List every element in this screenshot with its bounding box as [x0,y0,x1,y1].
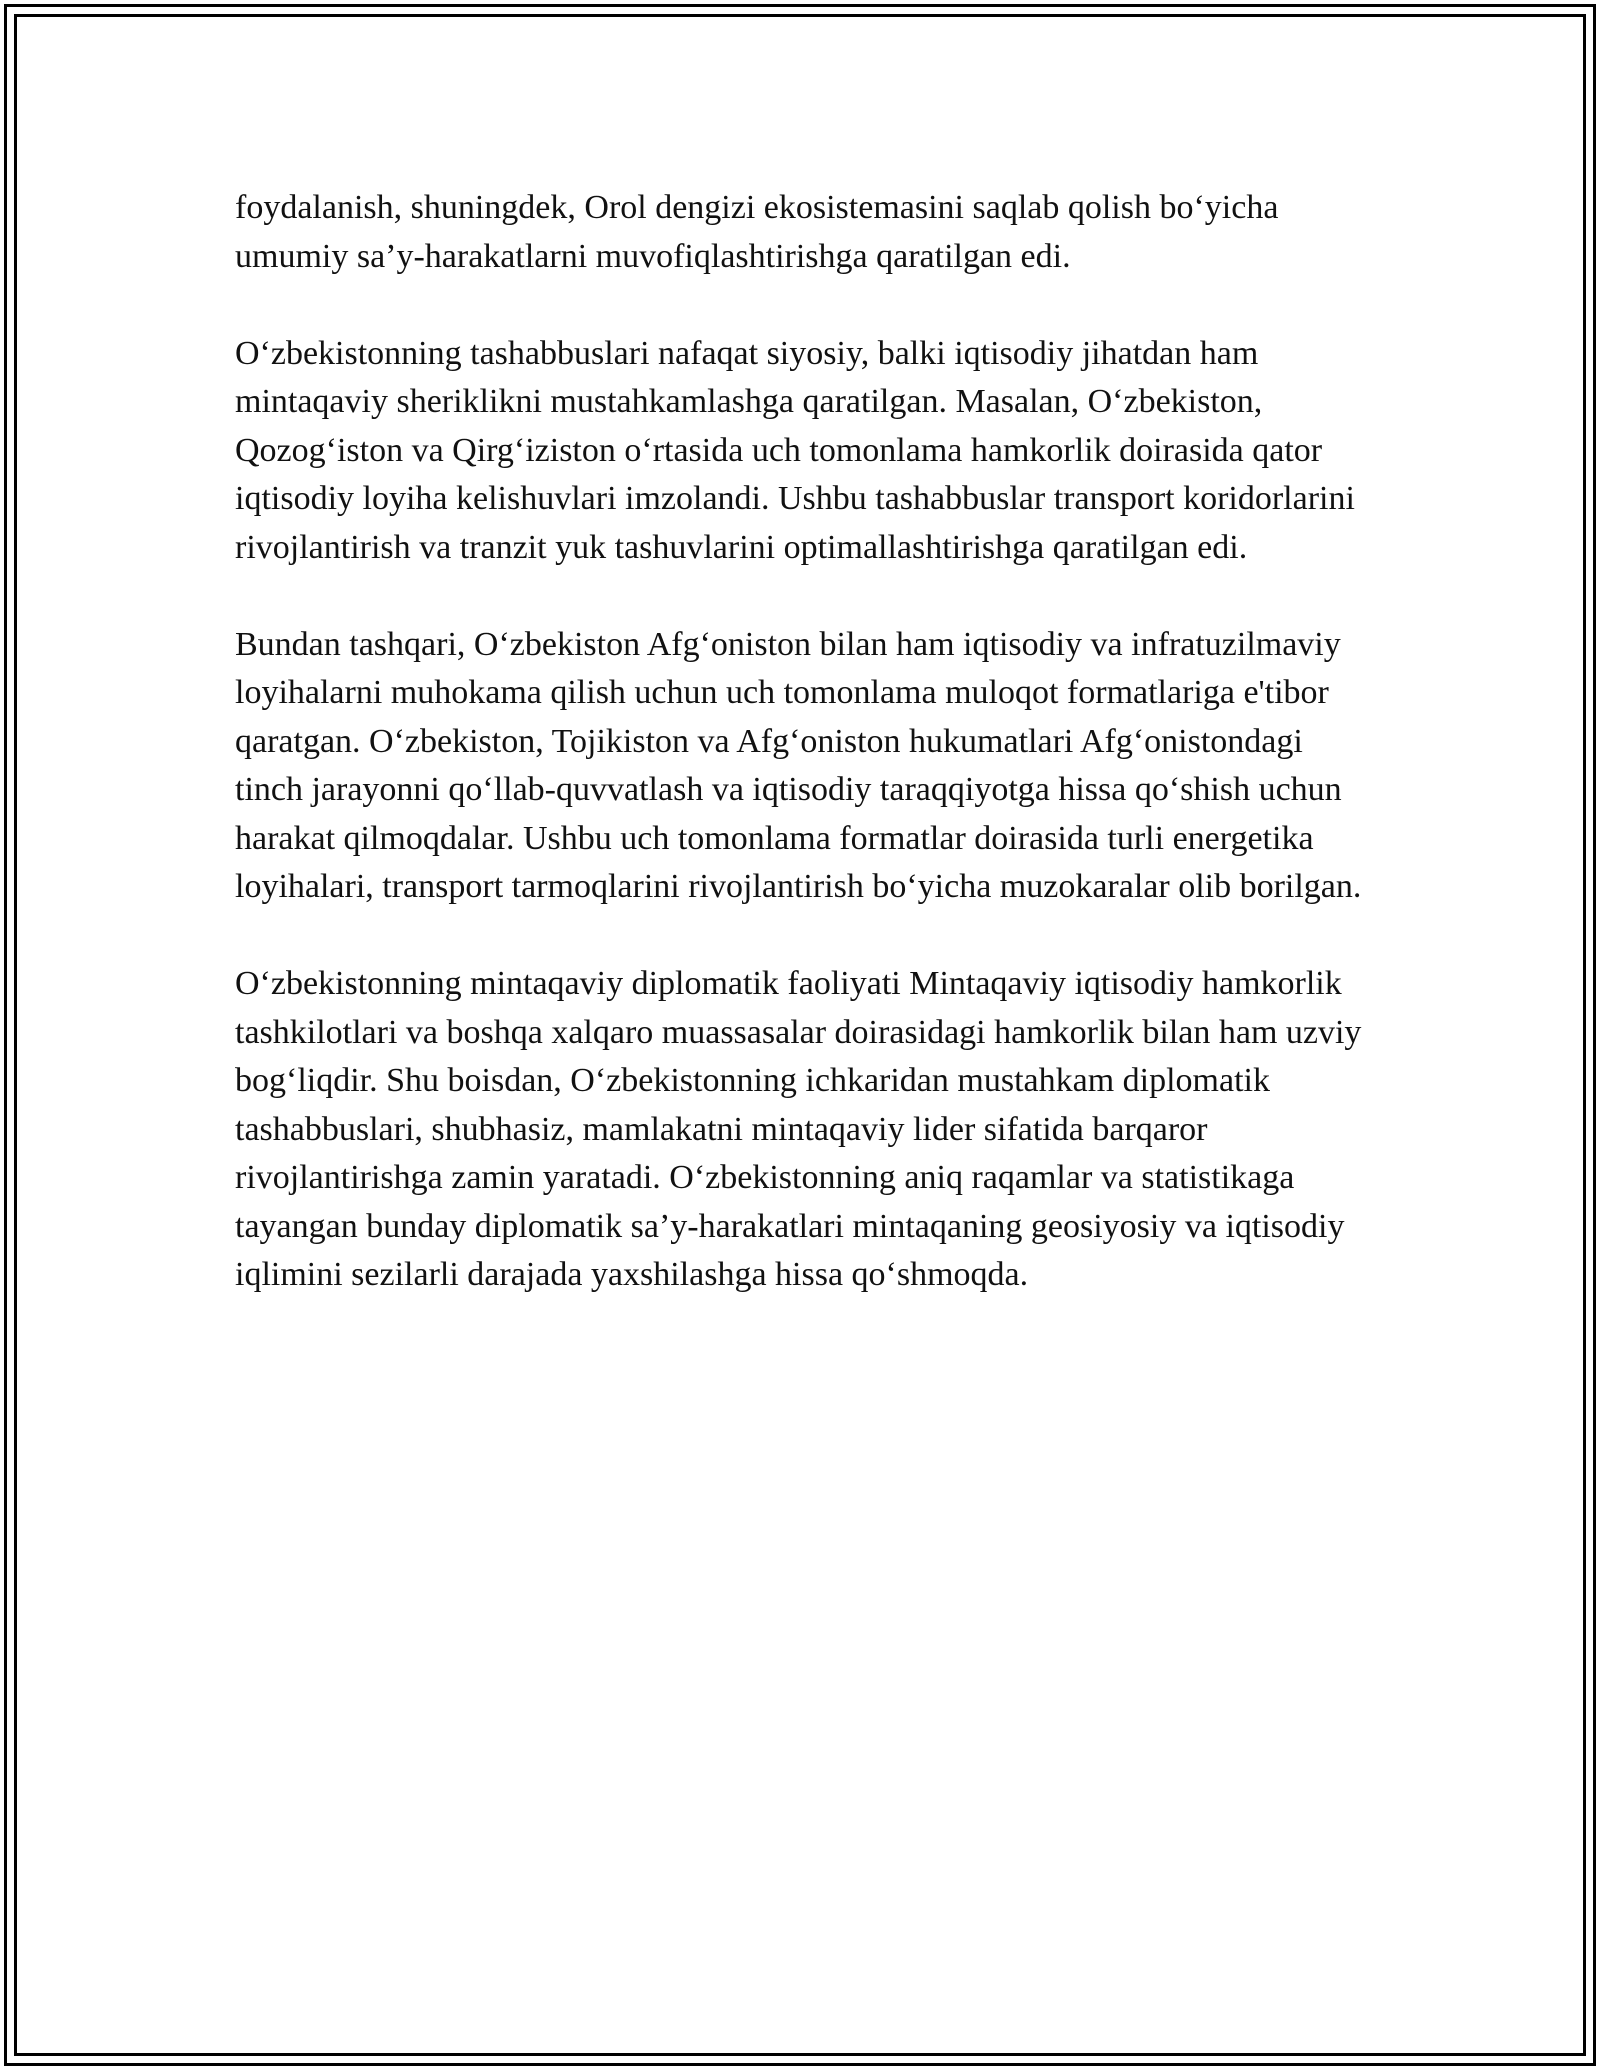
paragraph-2: O‘zbekistonning tashabbuslari nafaqat siyosiy, balki iqtisodiy jihatdan ham mintaqaviy sheriklikni mustahkamlashga qaratilgan. Masalan, O‘zbekiston, Qozog‘iston va Qirg‘iziston o‘rtasida uch tomonlama hamkorlik doirasida qator iqtisodiy loyiha kelishuvlari imzolandi. Ushbu tashabbuslar transport koridorlarini rivojlantirish va tranzit yuk tashuvlarini optimallashtirishga qaratilgan edi. [235,334,1355,566]
paragraph-3: Bundan tashqari, O‘zbekiston Afg‘oniston bilan ham iqtisodiy va infratuzilmaviy loyihalarni muhokama qilish uchun uch tomonlama muloqot formatlariga e'tibor qaratgan. O‘zbekiston, Tojikiston va Afg‘oniston hukumatlari Afg‘onistondagi tinch jarayonni qo‘llab-quvvatlash va iqtisodiy taraqqiyotga hissa qo‘shish uchun harakat qilmoqdalar. Ushbu uch tomonlama formatlar doirasida turli energetika loyihalari, transport tarmoqlarini rivojlantirish bo‘yicha muzokaralar olib borilgan. [235,625,1362,905]
document-body [235,184,1370,1300]
paragraph-4: O‘zbekistonning mintaqaviy diplomatik faoliyati Mintaqaviy iqtisodiy hamkorlik tashkilotlari va boshqa xalqaro muassasalar doirasidagi hamkorlik bilan ham uzviy bog‘liqdir. Shu boisdan, O‘zbekistonning ichkaridan mustahkam diplomatik tashabbuslari, shubhasiz, mamlakatni mintaqaviy lider sifatida barqaror rivojlantirishga zamin yaratadi. O‘zbekistonning aniq raqamlar va statistikaga tayangan bunday diplomatik sa’y-harakatlari mintaqaning geosiyosiy va iqtisodiy iqlimini sezilarli darajada yaxshilashga hissa qo‘shmoqda. [235,965,1362,1293]
paragraph-1: foydalanish, shuningdek, Orol dengizi ekosistemasini saqlab qolish bo‘yicha umumiy sa’y-harakatlarni muvofiqlashtirishga qaratilgan edi. [235,189,1279,275]
